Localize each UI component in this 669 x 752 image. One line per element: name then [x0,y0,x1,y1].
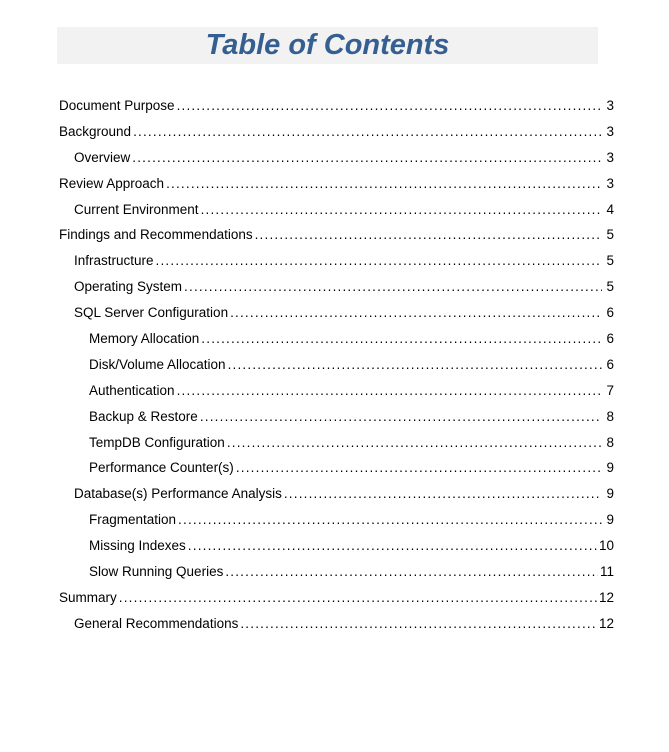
toc-entry-page: 10 [598,538,614,554]
toc-entry-database-performance-analysis[interactable] [59,481,614,507]
toc-entry-summary[interactable] [59,585,614,611]
toc-entry-page: 6 [606,305,614,321]
toc-entry-memory-allocation[interactable] [59,326,614,352]
toc-entry-page: 8 [606,434,614,450]
toc-dot-leader [188,533,597,559]
toc-dot-leader [284,481,602,507]
toc-entry-page: 7 [606,382,614,398]
toc-entry-label: Overview [74,149,131,165]
toc-entry-label: Review Approach [59,175,165,191]
page-title: Table of Contents [205,29,450,61]
toc-entry-label: Performance Counter(s) [89,460,234,476]
toc-dot-leader [133,119,602,145]
toc-entry-label: General Recommendations [74,615,239,631]
toc-entry-label: SQL Server Configuration [74,305,229,321]
toc-dot-leader [119,585,597,611]
toc-dot-leader [236,455,602,481]
toc-entry-label: Document Purpose [59,98,175,113]
toc-entry-disk-volume-allocation[interactable] [59,352,614,378]
table-of-contents [59,93,614,637]
toc-entry-label: Current Environment [74,201,199,217]
toc-entry-label: Operating System [74,279,183,295]
toc-entry-label: Infrastructure [74,253,154,269]
toc-entry-page: 5 [606,279,614,295]
toc-entry-page: 8 [606,408,614,424]
toc-entry-review-approach[interactable] [59,171,614,197]
toc-entry-page: 3 [606,175,614,191]
toc-dot-leader [201,197,602,223]
toc-entry-label: Findings and Recommendations [59,227,253,243]
toc-entry-current-environment[interactable] [59,197,614,223]
toc-dot-leader [178,507,602,533]
toc-entry-infrastructure[interactable] [59,248,614,274]
toc-entry-label: Database(s) Performance Analysis [74,486,282,502]
toc-dot-leader [228,352,602,378]
toc-entry-backup-restore[interactable] [59,404,614,430]
toc-dot-leader [166,171,602,197]
toc-entry-page: 3 [606,123,614,139]
toc-entry-label: Background [59,123,132,139]
toc-entry-tempdb-configuration[interactable] [59,430,614,456]
toc-entry-page: 9 [606,460,614,476]
toc-entry-sql-server-configuration[interactable] [59,300,614,326]
toc-dot-leader [230,300,602,326]
toc-dot-leader [201,326,602,352]
toc-entry-page: 6 [606,356,614,372]
toc-entry-page: 6 [606,331,614,347]
toc-entry-page: 9 [606,486,614,502]
toc-entry-label: Authentication [89,382,175,398]
toc-entry-missing-indexes[interactable] [59,533,614,559]
toc-entry-performance-counters[interactable] [59,455,614,481]
toc-entry-label: Missing Indexes [89,538,186,554]
toc-entry-background[interactable] [59,119,614,145]
toc-entry-label: Memory Allocation [89,331,200,347]
toc-entry-page: 9 [606,512,614,528]
title-banner [57,27,598,64]
toc-dot-leader [177,378,602,404]
toc-entry-page: 5 [606,253,614,269]
toc-entry-document-purpose[interactable] [59,93,614,119]
toc-entry-findings-and-recommendations[interactable] [59,222,614,248]
toc-dot-leader [184,274,602,300]
toc-dot-leader [225,559,598,585]
toc-entry-label: Fragmentation [89,512,177,528]
toc-entry-label: Summary [59,589,117,605]
toc-dot-leader [132,145,602,171]
toc-dot-leader [255,222,602,248]
toc-dot-leader [240,611,597,637]
toc-entry-page: 12 [598,615,614,631]
toc-entry-page: 3 [606,98,614,113]
toc-entry-label: Slow Running Queries [89,564,224,580]
toc-dot-leader [177,93,602,119]
toc-entry-overview[interactable] [59,145,614,171]
toc-entry-label: Backup & Restore [89,408,198,424]
toc-dot-leader [156,248,602,274]
toc-dot-leader [200,404,602,430]
toc-entry-general-recommendations[interactable] [59,611,614,637]
toc-entry-page: 5 [606,227,614,243]
toc-entry-label: TempDB Configuration [89,434,225,450]
toc-entry-authentication[interactable] [59,378,614,404]
toc-entry-slow-running-queries[interactable] [59,559,614,585]
toc-entry-page: 11 [599,564,614,580]
toc-entry-page: 12 [598,589,614,605]
toc-entry-fragmentation[interactable] [59,507,614,533]
toc-entry-page: 3 [606,149,614,165]
toc-entry-page: 4 [606,201,614,217]
toc-entry-operating-system[interactable] [59,274,614,300]
toc-dot-leader [227,430,602,456]
toc-entry-label: Disk/Volume Allocation [89,356,226,372]
